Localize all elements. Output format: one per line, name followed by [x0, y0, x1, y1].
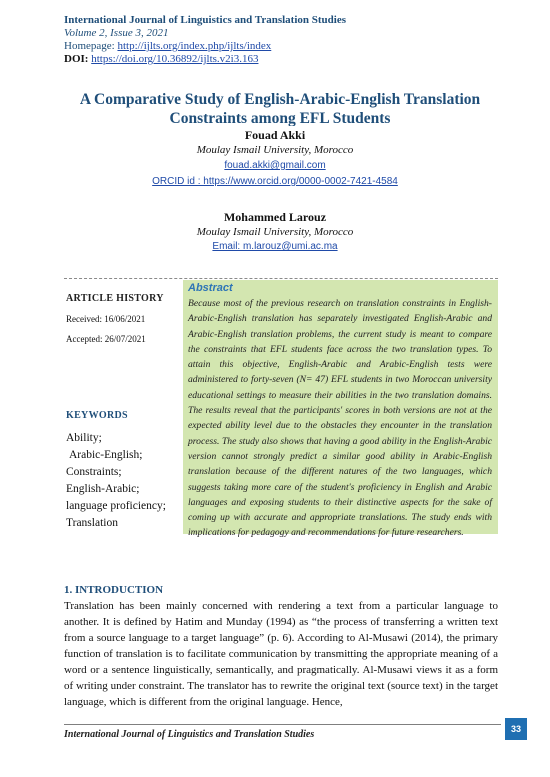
keyword-item: Arabic-English; — [69, 449, 143, 461]
homepage-line — [64, 40, 271, 52]
keyword-item: Ability; — [66, 432, 102, 444]
keyword-item: Constraints; — [66, 466, 122, 478]
paper-title: A Comparative Study of English-Arabic-English Translation Constraints among EFL Students — [79, 91, 481, 126]
received-date: Received: 16/06/2021 — [66, 314, 146, 324]
doi-label: DOI: — [64, 53, 92, 65]
doi-link[interactable]: https://doi.org/10.36892/ijlts.v2i3.163 — [91, 53, 259, 65]
keyword-item: language proficiency; — [66, 500, 166, 512]
keyword-item: Translation — [66, 517, 118, 529]
section-heading-introduction: 1. INTRODUCTION — [64, 584, 164, 596]
homepage-link[interactable]: http://ijlts.org/index.php/ijlts/index — [117, 40, 272, 52]
author-affiliation-2: Moulay Ismail University, Morocco — [196, 226, 354, 238]
paper-title-wrap — [60, 90, 500, 126]
journal-name: International Journal of Linguistics and Translation Studies — [64, 14, 346, 26]
homepage-label: Homepage: — [64, 40, 118, 52]
author-orcid-1[interactable]: ORCID id : https://www.orcid.org/0000-0002-7421-4584 — [152, 176, 398, 187]
doi-line — [64, 53, 258, 65]
footer-rule — [64, 724, 501, 725]
author-name-2: Mohammed Larouz — [223, 210, 327, 224]
page-number-badge: 33 — [505, 718, 527, 740]
author-name-1: Fouad Akki — [244, 128, 306, 142]
author-affiliation-1: Moulay Ismail University, Morocco — [196, 144, 354, 156]
introduction-paragraph: Translation has been mainly concerned with rendering a text from a particular language to another. It is defined by Hatim and Munday (1994) as “the process of transferring a written text from a source language to a target language” (p. 6). According to Al-Musawi (2014), the primary function of translation is to facilitate communication by transmitting the appropriate meaning of a word or a sentence linguistically, semantically, and pragmatically. Al-Musawi views it as a form of writing under constraint. The translator has to rewrite the original text (source text) in the target language, which is different from the original language. Hence, — [64, 600, 498, 708]
accepted-date: Accepted: 26/07/2021 — [66, 334, 146, 344]
author-email-2[interactable]: Email: m.larouz@umi.ac.ma — [212, 241, 338, 252]
keywords-heading: KEYWORDS — [66, 410, 128, 421]
footer-journal-name: International Journal of Linguistics and Translation Studies — [64, 729, 315, 740]
volume-issue: Volume 2, Issue 3, 2021 — [64, 27, 169, 39]
abstract-text: Because most of the previous research on translation constraints in English-Arabic-English translation has separately investigated English-Arabic and Arabic-English translation problems, the current study is meant to compare the constraints that EFL students face across the two translation types. To attain this objective, English-Arabic and Arabic-English tests were administered to forty-seven (N= 47) EFL students in two Moroccan university educational settings to measure their abilities in the two translation domains. The results reveal that the participants' scores in both versions are not at the expected ability level due to the obstacles they encounter in the translation process. The study also shows that having a good ability in the English-Arabic version cannot strongly predict a similar good ability in Arabic-English translation because of the different natures of the two languages, which suggests taking more care of the student's proficiency in English and Arabic languages and exposing students to their distinctive aspects for the sake of coming up with accurate and appropriate translations. The study ends with implications for pedagogy and recommendations for future researchers. — [188, 298, 492, 539]
article-history-heading: ARTICLE HISTORY — [66, 293, 164, 304]
author-email-1[interactable]: fouad.akki@gmail.com — [224, 160, 326, 171]
keywords-list — [66, 430, 166, 532]
abstract-heading: Abstract — [188, 282, 233, 294]
info-top-rule — [64, 278, 498, 279]
keyword-item: English-Arabic; — [66, 483, 140, 495]
